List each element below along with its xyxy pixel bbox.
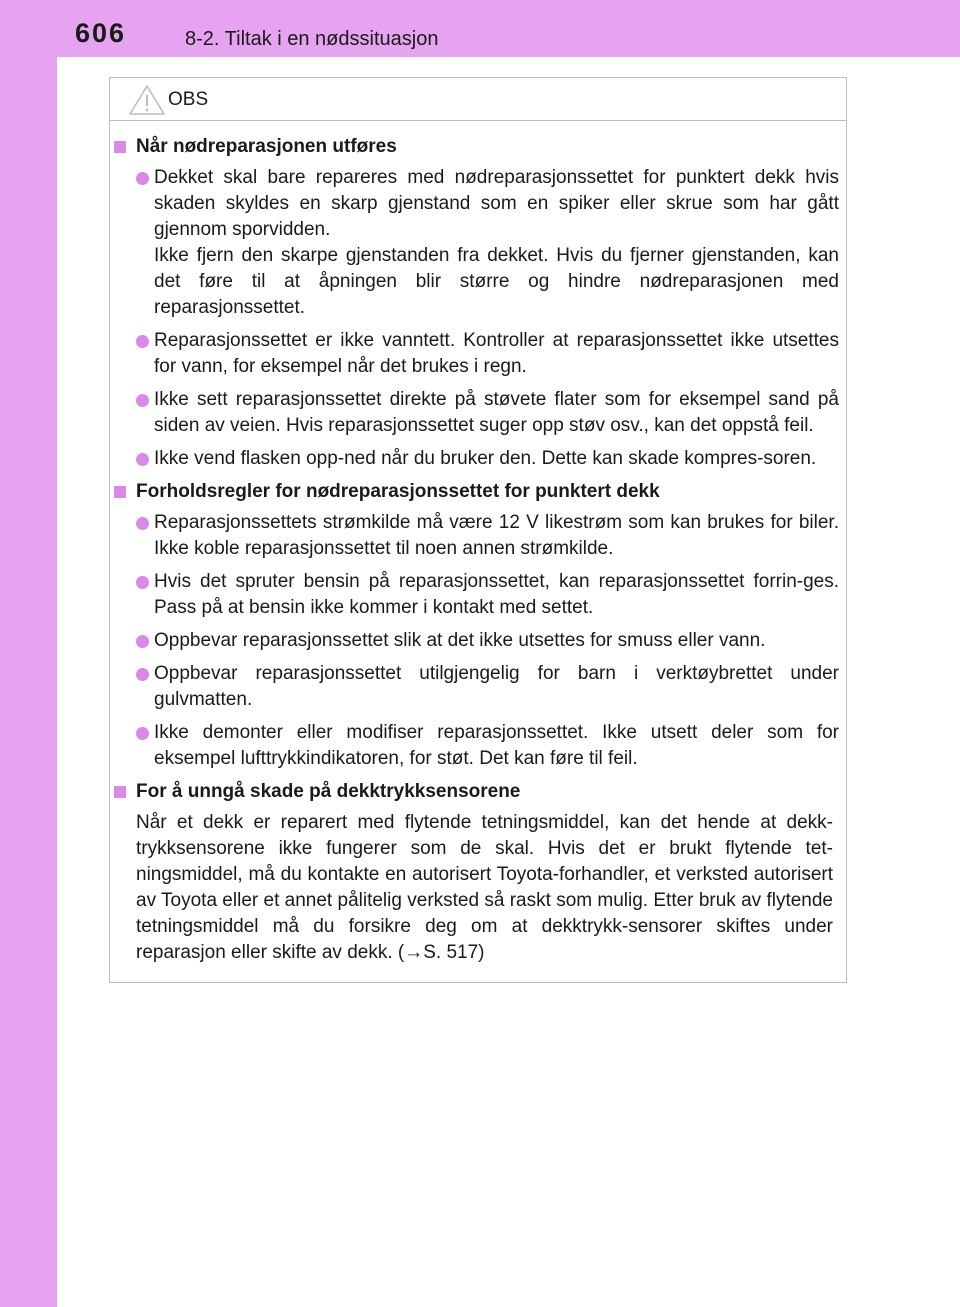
paragraph: Hvis det spruter bensin på reparasjonssettet, kan reparasjonssettet forrin-ges. Pass på at bensin ikke kommer i kontakt med settet. [154, 571, 839, 618]
paragraph: Når et dekk er reparert med flytende tetningsmiddel, kan det hende at dekk-trykksensorene ikke fungerer som de skal. Hvis det er brukt flytende tet-ningsmiddel, må du kontakte en autorisert Toyota-forhandler, et verksted autorisert av Toyota eller et annet pålitelig verksted så raskt som mulig. Etter bruk av flytende tetningsmiddel må du forsikre deg om at dekktrykk-sensorer skiftes under reparasjon eller skifte av dekk. (→S. 517) [136, 812, 833, 963]
bullet-item [114, 387, 839, 439]
section-heading: Når nødreparasjonen utføres [114, 134, 839, 160]
circle-bullet-icon [136, 576, 149, 589]
warning-triangle-icon [128, 84, 166, 116]
circle-bullet-icon [136, 335, 149, 348]
page-number: 606 [75, 18, 127, 48]
section-heading: Forholdsregler for nødreparasjonssettet for punktert dekk [114, 479, 839, 505]
bullet-item [114, 720, 839, 772]
paragraph: Ikke fjern den skarpe gjenstanden fra dekket. Hvis du fjerner gjenstanden, kan det føre til at åpningen blir større og hindre nødreparasjonen med reparasjonssettet. [154, 245, 839, 318]
bullet-item [114, 328, 839, 380]
bullet-item [114, 569, 839, 621]
paragraph: Ikke demonter eller modifiser reparasjonssettet. Ikke utsett deler som for eksempel lufttrykkindikatoren, for støt. Det kan føre til feil. [154, 722, 839, 769]
circle-bullet-icon [136, 668, 149, 681]
square-bullet-icon [114, 486, 126, 498]
paragraph: Oppbevar reparasjonssettet utilgjengelig for barn i verktøybrettet under gulvmatten. [154, 663, 839, 710]
caution-box [109, 77, 847, 983]
caution-content [114, 134, 839, 966]
circle-bullet-icon [136, 517, 149, 530]
square-bullet-icon [114, 141, 126, 153]
circle-bullet-icon [136, 394, 149, 407]
bullet-item [114, 446, 839, 472]
paragraph: Ikke sett reparasjonssettet direkte på støvete flater som for eksempel sand på siden av veien. Hvis reparasjonssettet suger opp støv osv., kan det oppstå feil. [154, 389, 839, 436]
paragraph: Dekket skal bare repareres med nødreparasjonssettet for punktert dekk hvis skaden skyldes en skarp gjenstand som en spiker eller skrue som har gått gjennom sporvidden. [154, 167, 839, 240]
paragraph: Reparasjonssettets strømkilde må være 12 V likestrøm som kan brukes for biler. Ikke koble reparasjonssettet til noen annen strømkilde. [154, 512, 839, 559]
side-tab-band [0, 0, 57, 1307]
paragraph: Reparasjonssettet er ikke vanntett. Kontroller at reparasjonssettet ikke utsettes for vann, for eksempel når det brukes i regn. [154, 330, 839, 377]
header-underline [57, 57, 960, 65]
paragraph: Oppbevar reparasjonssettet slik at det ikke utsettes for smuss eller vann. [154, 630, 766, 651]
circle-bullet-icon [136, 635, 149, 648]
header-band [0, 0, 960, 57]
square-bullet-icon [114, 786, 126, 798]
caution-header [110, 78, 846, 121]
circle-bullet-icon [136, 172, 149, 185]
caution-label: OBS [168, 89, 209, 110]
bullet-item [114, 510, 839, 562]
circle-bullet-icon [136, 453, 149, 466]
section-heading: For å unngå skade på dekktrykksensorene [114, 779, 839, 805]
bullet-item [114, 628, 839, 654]
paragraph: Ikke vend flasken opp-ned når du bruker den. Dette kan skade kompres-soren. [154, 448, 817, 469]
circle-bullet-icon [136, 727, 149, 740]
bullet-item [114, 165, 839, 321]
section-title: 8-2. Tiltak i en nødssituasjon [185, 28, 439, 50]
bullet-item [114, 661, 839, 713]
